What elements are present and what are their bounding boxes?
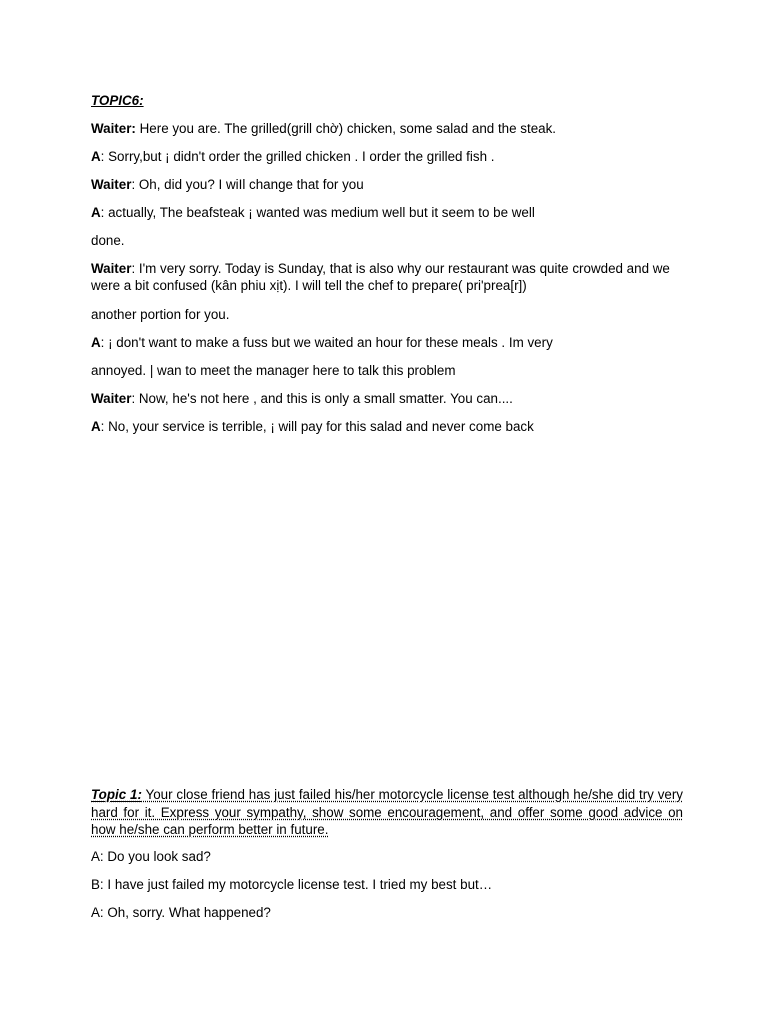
dialogue-line: B: I have just failed my motorcycle license test. I tried my best but…: [91, 877, 493, 892]
dialogue-line: [91, 232, 125, 249]
speaker-label: Waiter: [91, 177, 132, 192]
dialogue-text: annoyed. | wan to meet the manager here to talk this problem: [91, 363, 456, 378]
dialogue-line: [91, 260, 681, 294]
speaker-label: A: [91, 419, 101, 434]
dialogue-line: [91, 148, 494, 165]
dialogue-text: : Sorry,but ¡ didn't order the grilled chicken . I order the grilled fish .: [100, 149, 495, 164]
dialogue-line: A: Oh, sorry. What happened?: [91, 905, 271, 920]
dialogue-text: : ¡ don't want to make a fuss but we waited an hour for these meals . Im very: [100, 335, 553, 350]
dialogue-line: [91, 362, 456, 379]
dialogue-line: [91, 176, 364, 193]
dialogue-text: : Now, he's not here , and this is only a small smatter. You can....: [131, 391, 513, 406]
dialogue-text: another portion for you.: [91, 307, 230, 322]
topic1-prompt: [91, 786, 683, 839]
topic6-heading: TOPIC6:: [91, 93, 144, 108]
speaker-label: A: [91, 149, 101, 164]
topic1-prompt-text: Your close friend has just failed his/her motorcycle license test although he/she did try very hard for it. Express your sympathy, show some encouragement, and offer some good advice on how he/she can perform better in future.: [91, 787, 683, 837]
dialogue-text: : I'm very sorry. Today is Sunday, that is also why our restaurant was quite crowded and we were a bit confused (kân phiu xịt). I will tell the chef to prepare( pri'prea[r]): [91, 261, 670, 293]
speaker-label: Waiter: [91, 261, 132, 276]
topic1-heading: Topic 1:: [91, 787, 142, 802]
dialogue-line: [91, 306, 229, 323]
speaker-label: Waiter: [91, 391, 132, 406]
speaker-label: Waiter:: [91, 121, 136, 136]
dialogue-line: [91, 204, 535, 221]
dialogue-line: [91, 334, 553, 351]
dialogue-line: A: Do you look sad?: [91, 849, 211, 864]
dialogue-line: [91, 418, 534, 435]
dialogue-line: [91, 120, 556, 137]
speaker-label: A: [91, 205, 101, 220]
dialogue-text: : No, your service is terrible, ¡ will pay for this salad and never come back: [100, 419, 534, 434]
dialogue-line: [91, 390, 513, 407]
dialogue-text: : Oh, did you? I wiIl change that for you: [131, 177, 364, 192]
dialogue-text: : actually, The beafsteak ¡ wanted was medium well but it seem to be well: [100, 205, 535, 220]
speaker-label: A: [91, 335, 101, 350]
dialogue-text: done.: [91, 233, 125, 248]
dialogue-text: Here you are. The grilled(grill chờ) chicken, some salad and the steak.: [135, 121, 557, 136]
